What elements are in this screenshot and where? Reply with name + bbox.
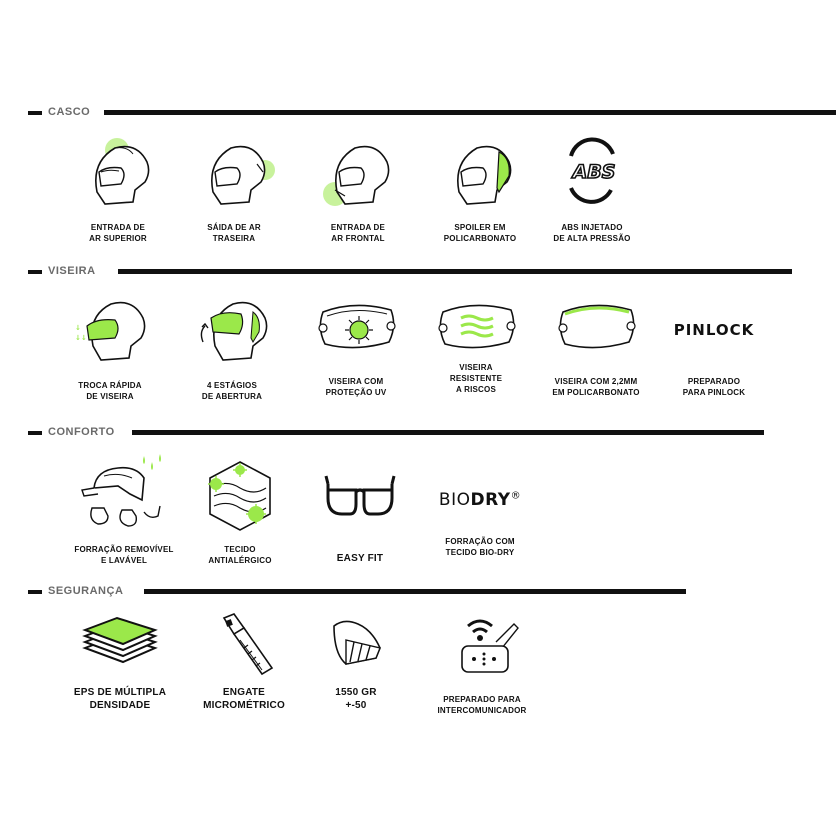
feature-intercom-ready <box>422 608 542 716</box>
helmet-spoiler-icon <box>437 132 523 218</box>
section-dash <box>28 270 42 274</box>
feature-spoiler <box>420 132 540 244</box>
feature-label: FORRAÇÃO COM TECIDO BIO-DRY <box>445 537 515 557</box>
feature-label: EPS DE MÚLTIPLA DENSIDADE <box>73 687 167 711</box>
feature-four-stage-opening <box>172 290 292 402</box>
intercom-icon <box>440 608 524 688</box>
feature-scratch-resistant <box>416 290 536 395</box>
glasses-icon <box>324 470 396 530</box>
feature-label: VISEIRA RESISTENTE A RISCOS <box>449 363 503 394</box>
section-title-conforto: CONFORTO <box>48 426 115 438</box>
section-dash <box>28 590 42 594</box>
section-dash <box>28 111 42 115</box>
feature-label: EASY FIT <box>336 553 384 564</box>
feature-micrometric-buckle <box>184 608 304 712</box>
section-title-casco: CASCO <box>48 106 91 118</box>
abs-logo-text: ABS <box>572 161 616 183</box>
helmet-top-vent-icon <box>75 132 161 218</box>
feature-label: VISEIRA COM PROTEÇÃO UV <box>325 377 387 397</box>
svg-text:↓↓: ↓↓ <box>75 334 87 342</box>
eps-layers-icon <box>75 608 165 678</box>
feature-rear-air-exhaust <box>174 132 294 244</box>
feature-label: PREPARADO PARA PINLOCK <box>682 377 746 397</box>
feature-easy-fit <box>300 470 420 565</box>
feature-top-air-intake <box>58 132 178 244</box>
visor-scratch-icon <box>431 290 521 360</box>
visor-uv-icon <box>311 290 401 370</box>
visor-thickness-icon <box>551 290 641 370</box>
section-rule <box>118 269 792 274</box>
feature-eps-density <box>60 608 180 712</box>
feature-uv-protection <box>296 290 416 398</box>
feature-front-air-intake <box>298 132 418 244</box>
pinlock-logo-icon <box>654 290 774 370</box>
helmet-front-vent-icon <box>315 132 401 218</box>
section-dash <box>28 431 42 435</box>
section-title-viseira: VISEIRA <box>48 265 96 277</box>
feature-label: SÁIDA DE AR TRASEIRA <box>207 223 261 243</box>
feature-label: VISEIRA COM 2,2MM EM POLICARBONATO <box>552 377 640 397</box>
feature-label: FORRAÇÃO REMOVÍVEL E LAVÁVEL <box>74 545 174 565</box>
weight-icon <box>316 608 396 682</box>
removable-lining-icon <box>74 450 174 536</box>
feature-antiallergic <box>180 456 300 566</box>
feature-label: TROCA RÁPIDA DE VISEIRA <box>78 381 142 401</box>
biodry-logo-text: BIODRY® <box>438 490 522 510</box>
micrometric-buckle-icon <box>204 608 284 682</box>
feature-pinlock <box>654 290 774 398</box>
feature-removable-lining <box>64 450 184 566</box>
abs-logo-icon <box>549 132 635 218</box>
feature-label: ENTRADA DE AR SUPERIOR <box>89 223 147 243</box>
feature-label: ABS INJETADO DE ALTA PRESSÃO <box>553 223 631 243</box>
section-rule <box>144 589 686 594</box>
feature-label: SPOILER EM POLICARBONATO <box>443 223 517 243</box>
feature-abs-shell <box>532 132 652 244</box>
pinlock-logo-text: PINLOCK <box>673 321 755 339</box>
feature-label: 1550 GR +-50 <box>335 687 377 711</box>
feature-label: ENGATE MICROMÉTRICO <box>203 687 285 711</box>
feature-visor-thickness <box>536 290 656 398</box>
visor-quick-change-icon <box>67 290 153 370</box>
section-rule <box>132 430 764 435</box>
feature-label: ENTRADA DE AR FRONTAL <box>330 223 386 243</box>
feature-biodry <box>420 470 540 558</box>
feature-quick-visor-change <box>50 290 170 402</box>
section-rule <box>104 110 836 115</box>
feature-label: TECIDO ANTIALÉRGICO <box>208 545 272 565</box>
svg-text:↓: ↓ <box>75 324 81 332</box>
helmet-rear-vent-icon <box>191 132 277 218</box>
antiallergic-fabric-icon <box>200 456 280 536</box>
biodry-logo-icon <box>420 470 540 530</box>
feature-weight <box>296 608 416 712</box>
visor-stages-icon <box>189 290 275 370</box>
feature-label: 4 ESTÁGIOS DE ABERTURA <box>201 381 263 401</box>
feature-label: PREPARADO PARA INTERCOMUNICADOR <box>437 695 527 715</box>
section-title-seguranca: SEGURANÇA <box>48 585 124 597</box>
